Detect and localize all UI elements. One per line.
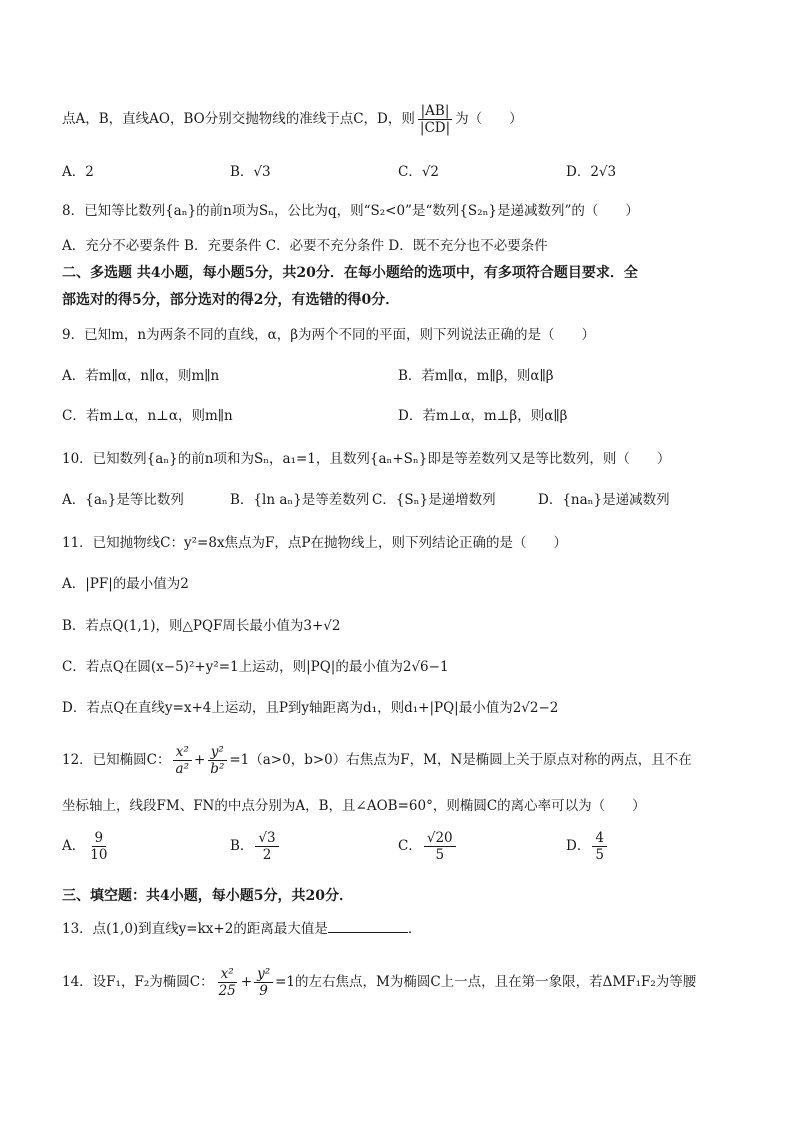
q14-frac1-den: 25 [218, 983, 236, 999]
q12-option-d-label: D． [566, 838, 591, 854]
q12-option-a-den: 10 [90, 847, 108, 863]
q12-option-a-num: 9 [92, 830, 107, 847]
q10-stem: 10．已知数列{aₙ}的前n项和为Sₙ，a₁=1，且数列{aₙ+Sₙ}即是等差数列又是等比数列，则（ ） [62, 451, 671, 467]
q9-option-c: C．若m⊥α，n⊥α，则m∥n [62, 408, 233, 424]
q12-tail: =1（a>0，b>0）右焦点为F，M，N是椭圆上关于原点对称的两点，且不在 [229, 752, 692, 768]
q12-option-a-frac [87, 830, 110, 863]
section2-heading-line1: 二、多选题 共4小题，每小题5分，共20分．在每小题给的选项中，有多项符合题目要求．全 [62, 265, 638, 281]
q12-line2: 坐标轴上，线段FM、FN的中点分别为A，B，且∠AOB=60°，则椭圆C的离心率可以为（ ） [62, 798, 646, 814]
q7-frac-den: |CD| [419, 120, 451, 136]
q11-stem: 11．已知抛物线C：y²=8x焦点为F，点P在抛物线上，则下列结论正确的是（ ） [62, 535, 568, 551]
q12-label: 12．已知椭圆C： [62, 752, 171, 768]
q12-frac1-den: a² [175, 761, 189, 777]
q7-line [62, 103, 523, 136]
q12-option-b-num: √3 [255, 830, 278, 847]
q9-option-b: B．若m∥α，m∥β，则α∥β [398, 368, 554, 384]
q13-answer-blank [328, 918, 408, 933]
q7-option-a: A．2 [62, 164, 94, 180]
q12-option-a-label: A． [62, 838, 86, 854]
q14-tail: =1的左右焦点，M为椭圆C上一点，且在第一象限，若ΔMF₁F₂为等腰 [275, 974, 697, 990]
q13-line [62, 918, 421, 939]
section2-heading-line2: 部选对的得5分，部分选对的得2分，有选错的得0分． [62, 292, 400, 308]
q7-option-d: D．2√3 [566, 164, 617, 180]
q11-option-c: C．若点Q在圆(x−5)²+y²=1上运动，则|PQ|的最小值为2√6−1 [62, 659, 449, 675]
q12-option-c-label: C． [398, 838, 422, 854]
q12-option-c-den: 5 [435, 847, 445, 863]
q12-option-d-den: 5 [595, 847, 604, 863]
q12-frac-x [173, 744, 192, 777]
q12-frac-y [207, 744, 227, 777]
q7-fraction [417, 103, 453, 136]
q12-option-c-frac [424, 830, 456, 863]
q12-frac2-num: y² [208, 744, 227, 761]
q9-option-a: A．若m∥α，n∥α，则m∥n [62, 368, 220, 384]
q12-line1 [62, 744, 692, 777]
q13-after: ． [407, 921, 422, 937]
q12-option-b-den: 2 [262, 847, 272, 863]
q11-option-d: D．若点Q在直线y=x+4上运动，且P到y轴距离为d₁，则d₁+|PQ|最小值为2√2−2 [62, 700, 559, 716]
q10-option-a: A．{aₙ}是等比数列 [62, 492, 184, 508]
q14-line [62, 966, 696, 999]
q7-frac-num: |AB| [418, 103, 453, 120]
q11-option-a: A．|PF|的最小值为2 [62, 576, 189, 592]
q14-frac-x [216, 966, 239, 999]
q14-plus: + [240, 974, 253, 990]
q10-option-c: C．{Sₙ}是递增数列 [372, 492, 496, 508]
q12-option-b-frac [255, 830, 278, 863]
q12-option-b-label: B． [230, 838, 254, 854]
q12-option-b [230, 830, 281, 863]
q12-option-a [62, 830, 112, 863]
q12-frac1-num: x² [173, 744, 192, 761]
q7-text-before: 点A，B，直线AO，BO分别交抛物线的准线于点C，D，则 [62, 111, 415, 127]
q8-options: A．充分不必要条件 B．充要条件 C．必要不充分条件 D．既不充分也不必要条件 [62, 238, 548, 254]
q14-frac1-num: x² [218, 966, 237, 983]
q14-frac-y [254, 966, 273, 999]
q14-frac2-num: y² [254, 966, 273, 983]
q9-stem: 9．已知m，n为两条不同的直线，α，β为两个不同的平面，则下列说法正确的是（ ） [62, 327, 596, 343]
q7-option-b: B．√3 [230, 164, 271, 180]
q12-plus: + [193, 752, 206, 768]
q13-before: 13．点(1,0)到直线y=kx+2的距离最大值是 [62, 921, 328, 937]
q7-text-after: 为（ ） [455, 111, 523, 127]
q12-option-d [566, 830, 609, 863]
q8-stem: 8．已知等比数列{aₙ}的前n项为Sₙ，公比为q，则“S₂<0”是“数列{S₂ₙ}是递减数列”的（ ） [62, 203, 639, 219]
q14-label: 14．设F₁，F₂为椭圆C： [62, 974, 214, 990]
q14-frac2-den: 9 [259, 983, 268, 999]
q11-option-b: B．若点Q(1,1)，则△PQF周长最小值为3+√2 [62, 618, 341, 634]
q12-option-d-num: 4 [592, 830, 607, 847]
q12-option-d-frac [592, 830, 607, 863]
q10-option-d: D．{naₙ}是递减数列 [538, 492, 670, 508]
q12-option-c-num: √20 [424, 830, 456, 847]
q7-option-c: C．√2 [398, 164, 440, 180]
q10-option-b: B．{ln aₙ}是等差数列 [230, 492, 370, 508]
q12-frac2-den: b² [210, 761, 225, 777]
q12-option-c [398, 830, 458, 863]
q9-option-d: D．若m⊥α，m⊥β，则α∥β [398, 408, 568, 424]
section3-heading: 三、填空题：共4小题，每小题5分，共20分． [62, 888, 353, 904]
